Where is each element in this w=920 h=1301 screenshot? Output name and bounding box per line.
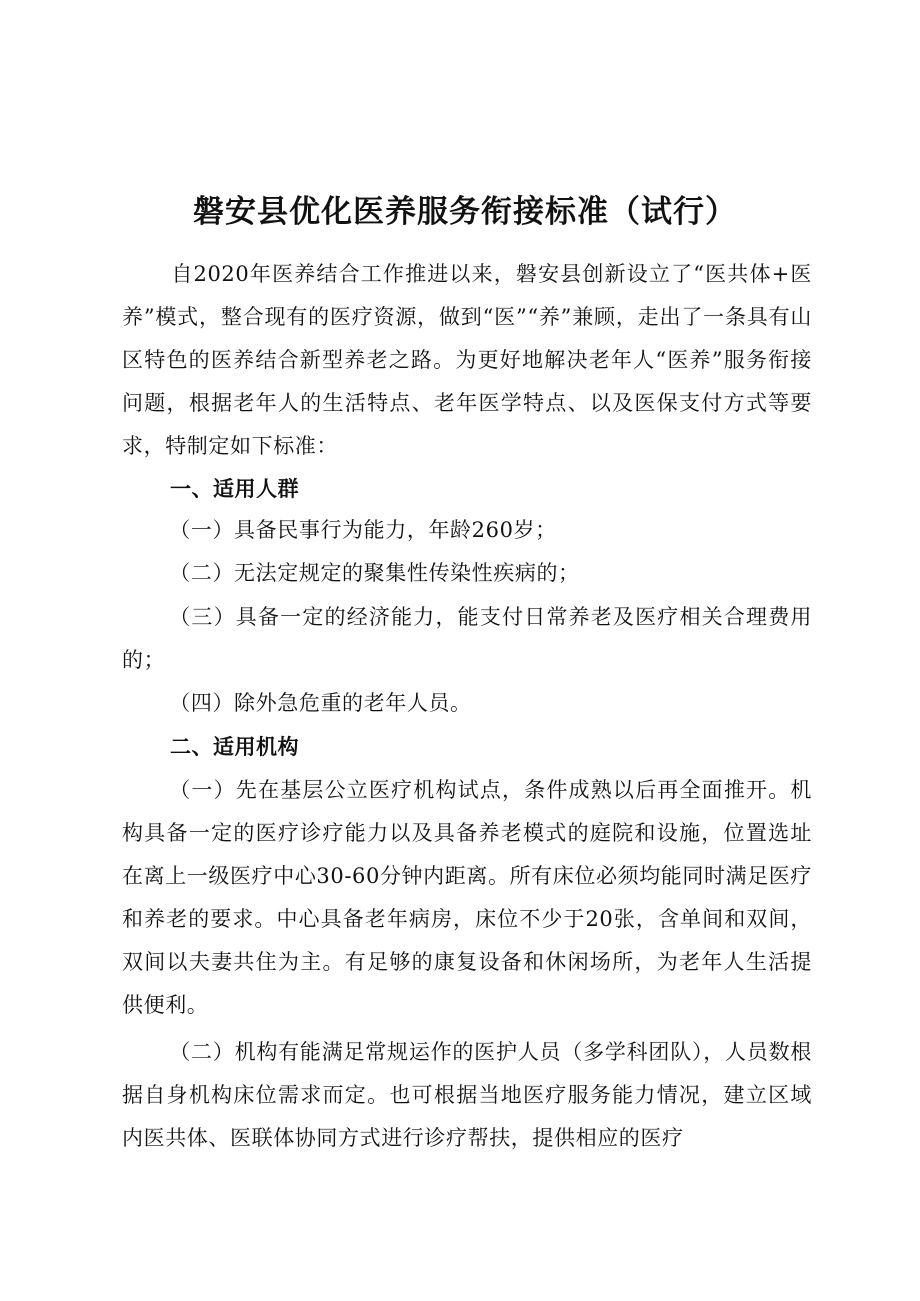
population-item-4: （四）除外急危重的老年人员。	[169, 691, 472, 715]
document-title: 磐安县优化医养服务衔接标准（试行）	[193, 194, 737, 230]
population-item-1: （一）具备民事行为能力，年龄260岁；	[169, 518, 557, 542]
institution-item-1: （一）先在基层公立医疗机构试点，条件成熟以后再全面推开。机构具备一定的医疗诊疗能力以及具备养老模式的庭院和设施，位置选址在离上一级医疗中心30-60分钟内距离。所有床位必须均能同时满足医疗和养老的要求。中心具备老年病房，床位不少于20张，含单间和双间，双间以夫妻共住为主。有足够的康复设备和休闲场所，为老年人生活提供便利。	[122, 778, 812, 1017]
section-heading-applicable-institutions: 二、适用机构	[170, 735, 299, 759]
population-item-3: （三）具备一定的经济能力，能支付日常养老及医疗相关合理费用的；	[122, 605, 812, 672]
intro-paragraph: 自2020年医养结合工作推进以来，磐安县创新设立了“医共体+医养”模式，整合现有的医疗资源，做到“医”“养”兼顾，走出了一条具有山区特色的医养结合新型养老之路。为更好地解决老年人“医养”服务衔接问题，根据老年人的生活特点、老年医学特点、以及医保支付方式等要求，特制定如下标准：	[122, 262, 812, 458]
section-heading-applicable-population: 一、适用人群	[170, 477, 299, 501]
population-item-2: （二）无法定规定的聚集性传染性疾病的；	[169, 561, 580, 585]
institution-item-2: （二）机构有能满足常规运作的医护人员（多学科团队），人员数根据自身机构床位需求而定。也可根据当地医疗服务能力情况，建立区域内医共体、医联体协同方式进行诊疗帮扶，提供相应的医疗	[122, 1040, 812, 1150]
